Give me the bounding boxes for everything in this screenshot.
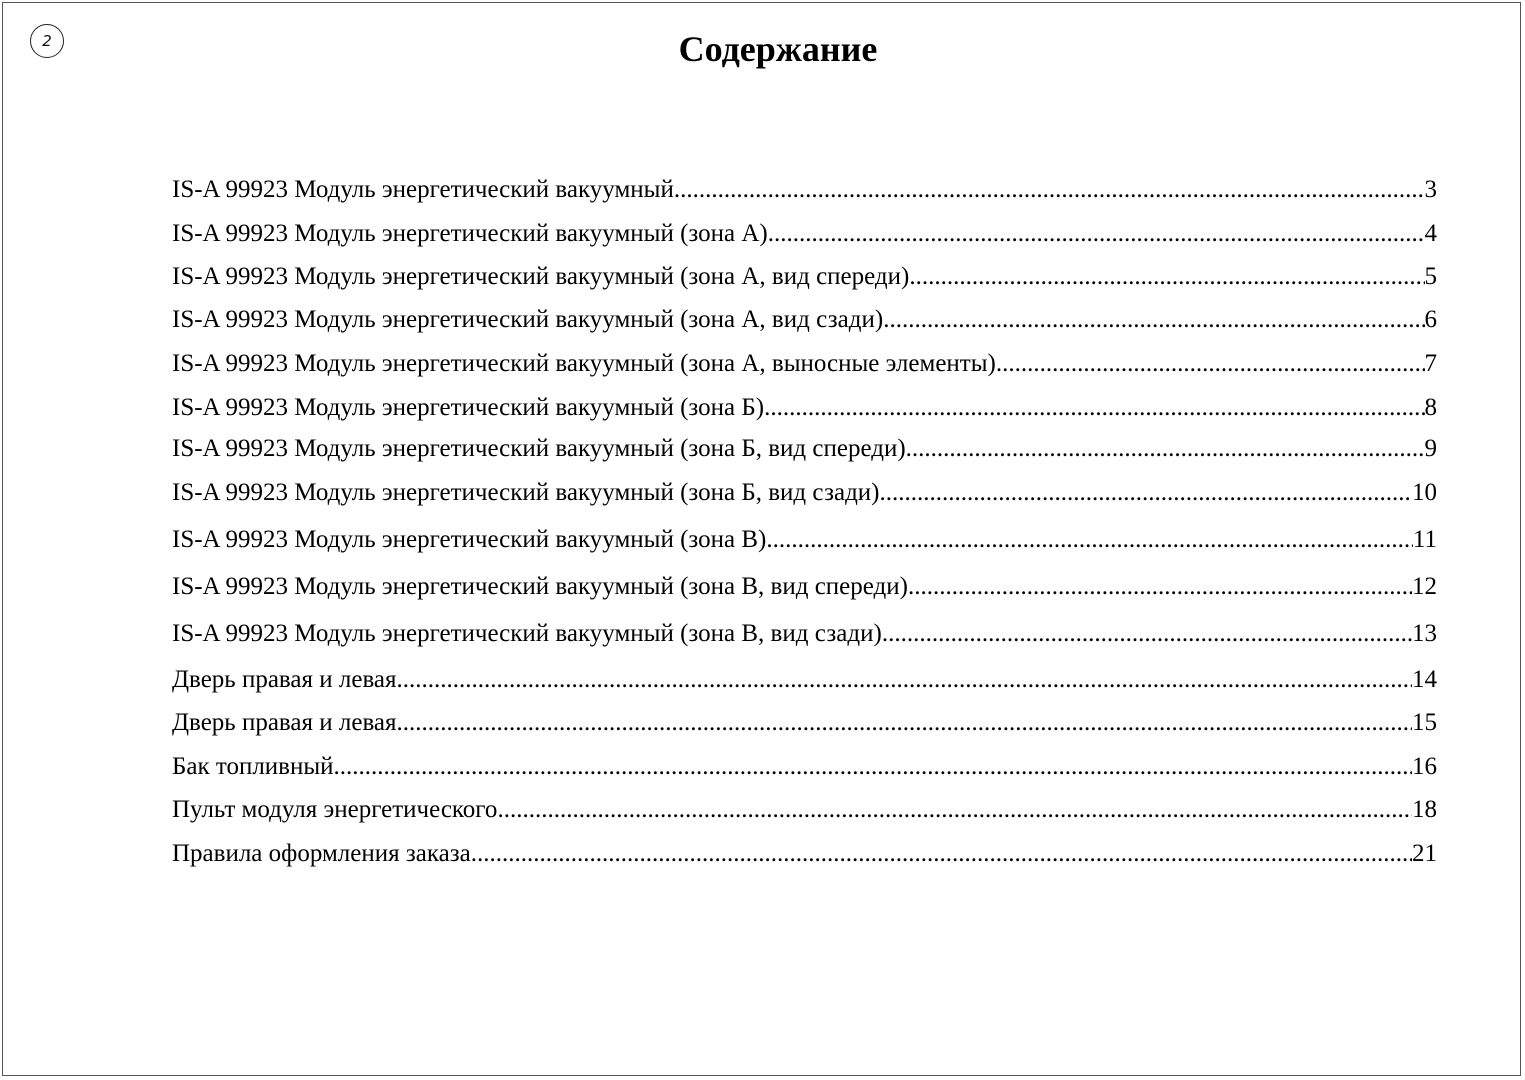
toc-entry-text: Пульт модуля энергетического xyxy=(172,796,498,823)
toc-entry-text: Дверь правая и левая xyxy=(172,666,397,693)
toc-entry-text: IS-A 99923 Модуль энергетический вакуумный (зона В, вид сзади) xyxy=(172,620,882,647)
toc-entry-text: IS-A 99923 Модуль энергетический вакуумный (зона А) xyxy=(172,220,768,247)
toc-dot-leader xyxy=(882,618,1412,650)
toc-page-number: 12 xyxy=(1412,573,1437,600)
toc-dot-leader xyxy=(497,794,1412,826)
toc-entry[interactable] xyxy=(172,664,1437,696)
toc-page-number: 8 xyxy=(1424,394,1437,421)
toc-entry[interactable] xyxy=(172,477,1437,509)
toc-entry[interactable] xyxy=(172,433,1437,465)
toc-entry[interactable] xyxy=(172,524,1437,556)
toc-entry[interactable] xyxy=(172,392,1437,424)
toc-page-number: 7 xyxy=(1424,350,1437,377)
toc-page-number: 10 xyxy=(1412,479,1437,506)
toc-entry-text: IS-A 99923 Модуль энергетический вакуумный (зона А, выносные элементы) xyxy=(172,350,996,377)
toc-dot-leader xyxy=(674,174,1425,206)
toc-page-number: 15 xyxy=(1412,709,1437,736)
toc-page-number: 9 xyxy=(1424,435,1437,462)
toc-entry-text: IS-A 99923 Модуль энергетический вакуумный (зона А, вид сзади) xyxy=(172,306,884,333)
toc-entry[interactable] xyxy=(172,618,1437,650)
toc-dot-leader xyxy=(764,392,1424,424)
toc-entry[interactable] xyxy=(172,218,1437,250)
toc-entry-text: IS-A 99923 Модуль энергетический вакуумный (зона Б) xyxy=(172,394,765,421)
toc-entry-text: IS-A 99923 Модуль энергетический вакуумный (зона Б, вид спереди) xyxy=(172,435,906,462)
toc-dot-leader xyxy=(766,524,1413,556)
toc-entry-text: Правила оформления заказа xyxy=(172,840,471,867)
toc-page-number: 5 xyxy=(1424,263,1437,290)
toc-dot-leader xyxy=(996,348,1425,380)
toc-page-number: 21 xyxy=(1412,840,1437,867)
toc-page-number: 11 xyxy=(1412,526,1437,553)
document-page xyxy=(2,2,1521,1076)
toc-page-number: 14 xyxy=(1412,666,1437,693)
page-title: Содержание xyxy=(678,29,878,69)
toc-entry-text: IS-A 99923 Модуль энергетический вакуумный xyxy=(172,176,674,203)
toc-entry[interactable] xyxy=(172,261,1437,293)
toc-entry-text: IS-A 99923 Модуль энергетический вакуумный (зона А, вид спереди) xyxy=(172,263,910,290)
toc-dot-leader xyxy=(883,304,1424,336)
page-number-badge: 2 xyxy=(30,24,64,58)
toc-dot-leader xyxy=(909,261,1424,293)
toc-page-number: 18 xyxy=(1412,796,1437,823)
toc-dot-leader xyxy=(334,751,1412,783)
toc-dot-leader xyxy=(397,664,1412,696)
toc-dot-leader xyxy=(908,571,1412,603)
toc-entry[interactable] xyxy=(172,174,1437,206)
toc-entry-text: IS-A 99923 Модуль энергетический вакуумный (зона В, вид спереди) xyxy=(172,573,908,600)
toc-dot-leader xyxy=(397,707,1412,739)
toc-entry[interactable] xyxy=(172,571,1437,603)
toc-dot-leader xyxy=(471,838,1412,870)
toc-entry[interactable] xyxy=(172,304,1437,336)
toc-dot-leader xyxy=(768,218,1425,250)
toc-entry-text: IS-A 99923 Модуль энергетический вакуумный (зона В) xyxy=(172,526,767,553)
toc-entry[interactable] xyxy=(172,794,1437,826)
toc-page-number: 13 xyxy=(1412,620,1437,647)
toc-entry[interactable] xyxy=(172,751,1437,783)
toc-entry[interactable] xyxy=(172,838,1437,870)
toc-entry[interactable] xyxy=(172,348,1437,380)
toc-entry[interactable] xyxy=(172,707,1437,739)
toc-page-number: 16 xyxy=(1412,753,1437,780)
toc-entry-text: IS-A 99923 Модуль энергетический вакуумный (зона Б, вид сзади) xyxy=(172,479,880,506)
toc-page-number: 4 xyxy=(1424,220,1437,247)
toc-dot-leader xyxy=(880,477,1413,509)
toc-page-number: 3 xyxy=(1424,176,1437,203)
toc-dot-leader xyxy=(906,433,1425,465)
toc-entry-text: Дверь правая и левая xyxy=(172,709,397,736)
toc-page-number: 6 xyxy=(1424,306,1437,333)
toc-entry-text: Бак топливный xyxy=(172,753,334,780)
